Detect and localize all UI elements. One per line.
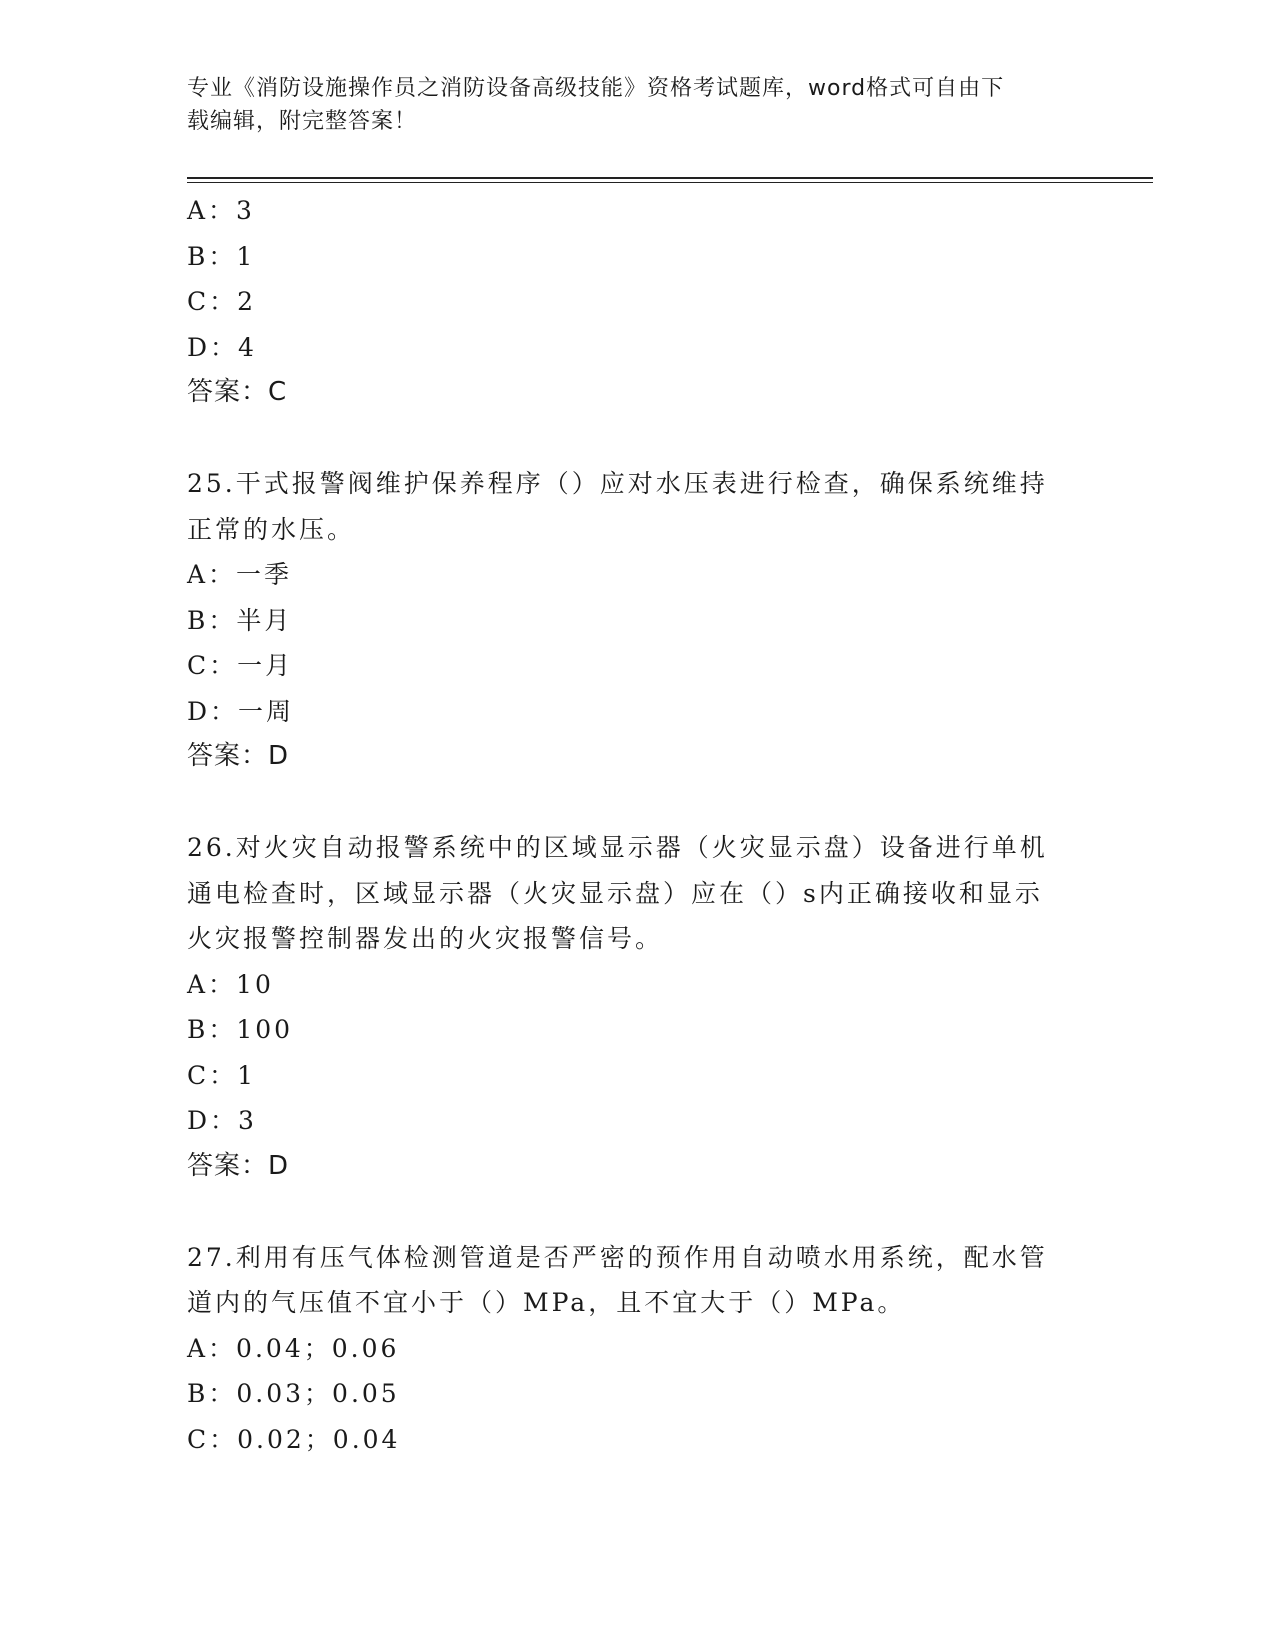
question-text-line: 27.利用有压气体检测管道是否严密的预作用自动喷水用系统，配水管 bbox=[187, 1242, 1048, 1272]
header-rule-thick bbox=[187, 177, 1153, 179]
option-a: A：0.04；0.06 bbox=[187, 1333, 400, 1363]
option-b: B：半月 bbox=[187, 605, 293, 635]
option-a: A：3 bbox=[187, 196, 255, 225]
prev-question bbox=[187, 188, 1087, 416]
question-26 bbox=[187, 825, 1087, 1189]
question-text-line: 25.干式报警阀维护保养程序（）应对水压表进行检查，确保系统维持 bbox=[187, 469, 1048, 498]
header-line-1: 专业《消防设施操作员之消防设备高级技能》资格考试题库，word格式可自由下 bbox=[187, 76, 1005, 101]
header-rule-thin bbox=[187, 182, 1153, 183]
spacer bbox=[187, 416, 1087, 462]
option-b: B：1 bbox=[187, 241, 256, 271]
question-text-line: 26.对火灾自动报警系统中的区域显示器（火灾显示盘）设备进行单机 bbox=[187, 833, 1048, 862]
answer-line: 答案：C bbox=[187, 377, 288, 407]
option-c: C：0.02；0.04 bbox=[187, 1424, 401, 1454]
answer-line: 答案：D bbox=[187, 1150, 290, 1181]
answer-line: 答案：D bbox=[187, 741, 290, 771]
option-d: D：3 bbox=[187, 1106, 257, 1135]
question-text-line: 通电检查时，区域显示器（火灾显示盘）应在（）s内正确接收和显示 bbox=[187, 878, 1043, 908]
question-25 bbox=[187, 461, 1087, 780]
question-text-line: 火灾报警控制器发出的火灾报警信号。 bbox=[187, 924, 664, 953]
option-b: B：100 bbox=[187, 1015, 294, 1044]
option-c: C：2 bbox=[187, 287, 257, 316]
option-b: B：0.03；0.05 bbox=[187, 1379, 400, 1408]
option-c: C：一月 bbox=[187, 651, 294, 680]
option-a: A：一季 bbox=[187, 560, 293, 589]
header-line-2: 载编辑，附完整答案！ bbox=[187, 109, 418, 134]
question-text-line: 正常的水压。 bbox=[187, 514, 356, 544]
option-a: A：10 bbox=[187, 969, 274, 999]
option-d: D：一周 bbox=[187, 696, 295, 726]
question-text-line: 道内的气压值不宜小于（）MPa，且不宜大于（）MPa。 bbox=[187, 1288, 906, 1317]
question-content bbox=[187, 188, 1087, 1462]
page-header bbox=[187, 72, 1067, 138]
spacer bbox=[187, 1189, 1087, 1235]
option-d: D：4 bbox=[187, 332, 257, 362]
question-27 bbox=[187, 1235, 1087, 1463]
option-c: C：1 bbox=[187, 1060, 257, 1090]
spacer bbox=[187, 780, 1087, 826]
